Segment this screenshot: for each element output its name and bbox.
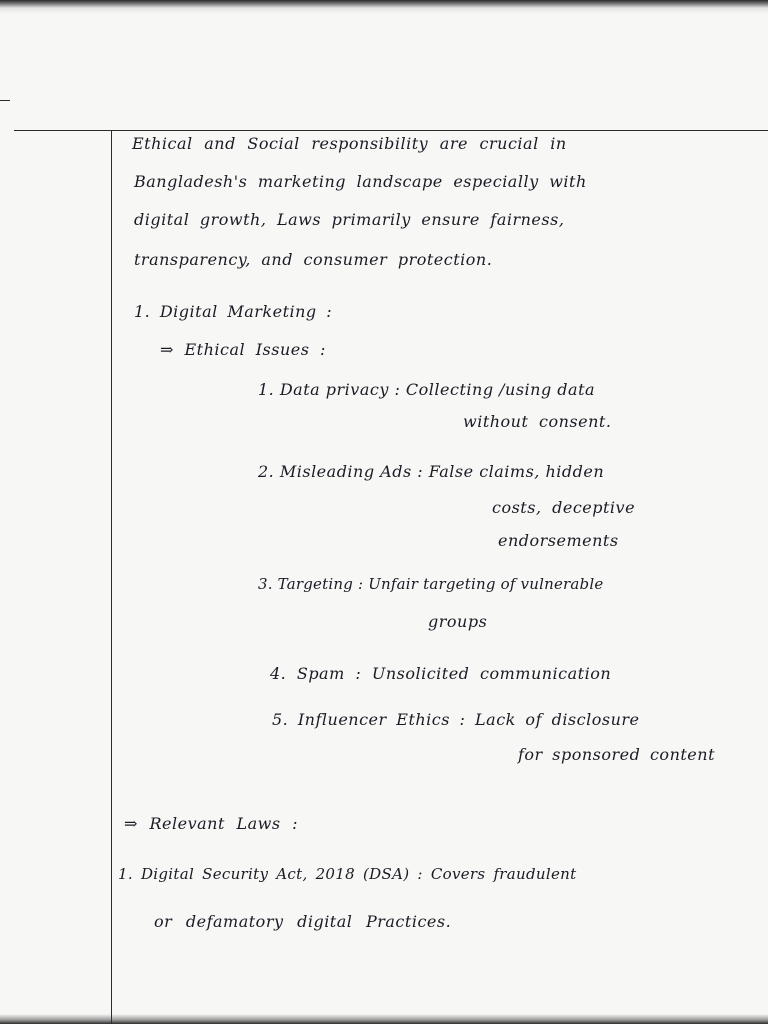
margin-rule bbox=[111, 130, 112, 1024]
issue-1-line-2: without consent. bbox=[463, 412, 612, 431]
issue-1-line-1: 1. Data privacy : Collecting /using data bbox=[258, 380, 596, 399]
issue-5-line-1: 5. Influencer Ethics : Lack of disclosure bbox=[272, 710, 640, 729]
issue-2-line-1: 2. Misleading Ads : False claims, hidden bbox=[258, 462, 605, 481]
intro-line-4: transparency, and consumer protection. bbox=[134, 250, 493, 269]
left-margin-tick bbox=[0, 100, 10, 101]
law-1-line-2: or defamatory digital Practices. bbox=[154, 912, 452, 931]
top-page-shadow bbox=[0, 0, 768, 14]
ethical-issues-heading: ⇒ Ethical Issues : bbox=[160, 340, 326, 359]
issue-2-line-3: endorsements bbox=[498, 531, 619, 550]
relevant-laws-heading: ⇒ Relevant Laws : bbox=[124, 814, 299, 833]
issue-3-line-1: 3. Targeting : Unfair targeting of vulnerable bbox=[258, 575, 604, 593]
issue-5-line-2: for sponsored content bbox=[518, 745, 715, 764]
bottom-page-shadow bbox=[0, 1014, 768, 1024]
issue-4-line-1: 4. Spam : Unsolicited communication bbox=[270, 664, 612, 683]
law-1-line-1: 1. Digital Security Act, 2018 (DSA) : Covers fraudulent bbox=[118, 865, 577, 883]
section-heading: 1. Digital Marketing : bbox=[134, 302, 333, 321]
header-rule bbox=[14, 130, 768, 131]
issue-2-line-2: costs, deceptive bbox=[492, 498, 636, 517]
intro-line-2: Bangladesh's marketing landscape especially with bbox=[134, 172, 587, 191]
issue-3-line-2: groups bbox=[428, 612, 488, 631]
intro-line-3: digital growth, Laws primarily ensure fairness, bbox=[134, 210, 565, 229]
intro-line-1: Ethical and Social responsibility are crucial in bbox=[132, 134, 567, 153]
